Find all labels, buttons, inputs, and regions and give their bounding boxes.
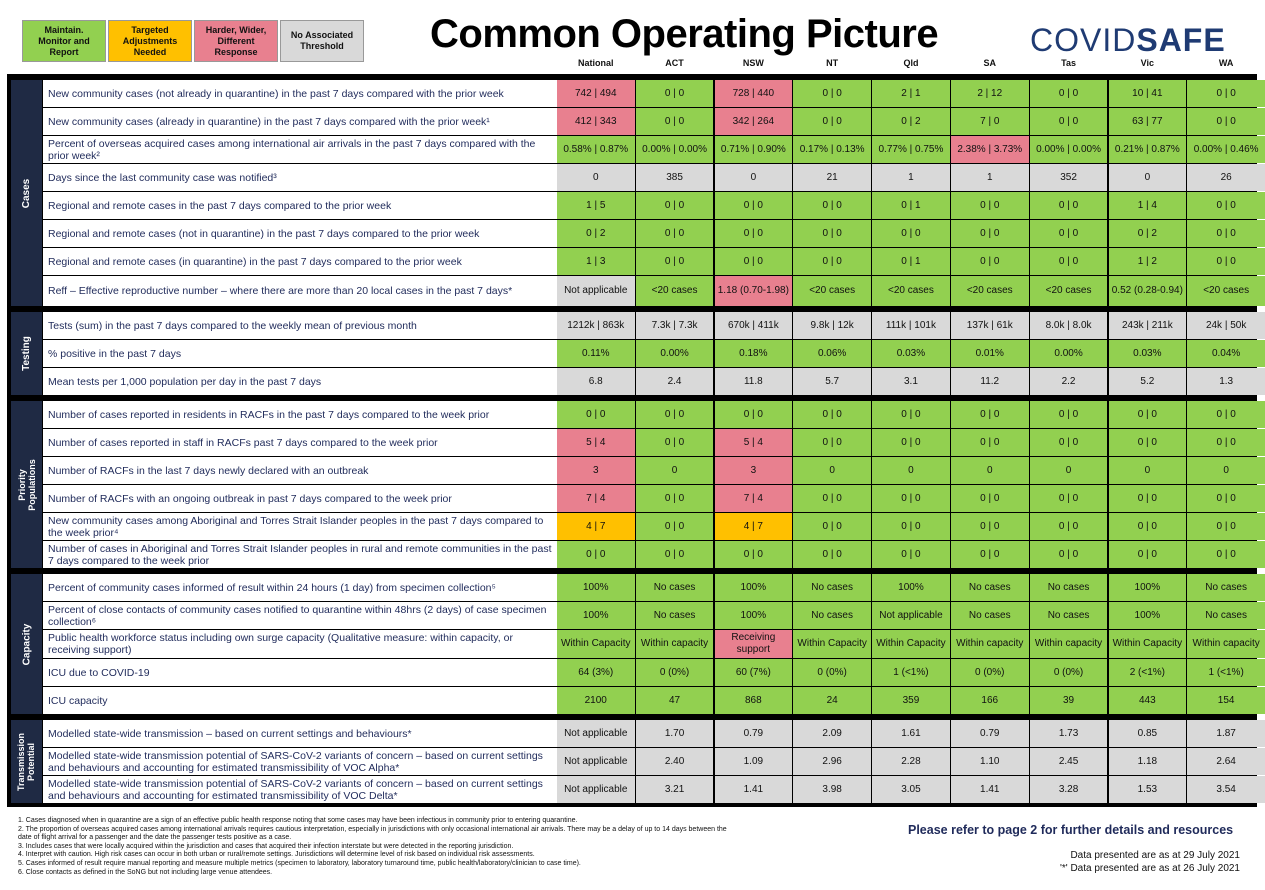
value-cell: 0.04%	[1187, 340, 1265, 367]
value-cell: 0 | 0	[951, 485, 1029, 512]
covidsafe-logo	[1030, 22, 1226, 59]
legend-item: Maintain. Monitor and Report	[22, 20, 106, 62]
value-cell: 670k | 411k	[715, 312, 793, 339]
data-date-2: '*' Data presented are as at 26 July 2021	[1059, 863, 1240, 874]
footnote: 6. Close contacts as defined in the SoNG but not including large venue attendees.	[18, 868, 273, 876]
value-cell: 0 | 0	[793, 485, 871, 512]
row-label: New community cases (already in quarantine) in the past 7 days compared with the prior week¹	[43, 108, 557, 135]
value-cell: No cases	[951, 574, 1029, 601]
value-cell: 2.96	[793, 748, 871, 775]
column-header: Tas	[1061, 58, 1076, 68]
value-cell: 3.1	[872, 368, 950, 395]
value-cell: 0.77% | 0.75%	[872, 136, 950, 163]
value-cell: 0 | 0	[1187, 248, 1265, 275]
value-cell: No cases	[793, 602, 871, 629]
value-cell: 0 | 0	[1109, 541, 1187, 568]
value-cell: 0.00% | 0.46%	[1187, 136, 1265, 163]
value-cell: 6.8	[557, 368, 635, 395]
row-label: ICU due to COVID-19	[43, 659, 557, 686]
value-cell: 0	[1030, 457, 1108, 484]
value-cell: 0.18%	[715, 340, 793, 367]
value-cell: 0 | 0	[872, 541, 950, 568]
value-cell: 1.73	[1030, 720, 1108, 747]
value-cell: 0 | 0	[1030, 401, 1108, 428]
value-cell: 0 | 0	[1187, 541, 1265, 568]
value-cell: 0 | 0	[951, 220, 1029, 247]
value-cell: Within Capacity	[793, 630, 871, 658]
value-cell: 0 | 0	[636, 401, 714, 428]
row-label: Number of cases in Aboriginal and Torres Strait Islander peoples in rural and remote communities in the past 7 days compared to the week prior	[43, 541, 557, 568]
value-cell: 1.3	[1187, 368, 1265, 395]
value-cell: 0.00%	[636, 340, 714, 367]
value-cell: 2 (<1%)	[1109, 659, 1187, 686]
value-cell: 868	[715, 687, 793, 714]
value-cell: 0 | 0	[872, 429, 950, 456]
value-cell: 0 | 0	[636, 192, 714, 219]
value-cell: 0 | 0	[1187, 485, 1265, 512]
value-cell: 1.18 (0.70-1.98)	[715, 276, 793, 306]
value-cell: 2.2	[1030, 368, 1108, 395]
value-cell: 7 | 4	[557, 485, 635, 512]
value-cell: 0	[1109, 457, 1187, 484]
value-cell: Not applicable	[557, 720, 635, 747]
value-cell: 2.64	[1187, 748, 1265, 775]
section-label-text: Capacity	[21, 623, 32, 665]
legend-item: Targeted Adjustments Needed	[108, 20, 192, 62]
value-cell: 4 | 7	[715, 513, 793, 540]
value-cell: 0.06%	[793, 340, 871, 367]
value-cell: 0 | 0	[872, 220, 950, 247]
value-cell: 0 | 0	[951, 513, 1029, 540]
value-cell: 7.3k | 7.3k	[636, 312, 714, 339]
value-cell: 0 | 0	[872, 401, 950, 428]
value-cell: 1.41	[951, 776, 1029, 803]
value-cell: 0 | 0	[636, 541, 714, 568]
value-cell: 0.52 (0.28-0.94)	[1109, 276, 1187, 306]
value-cell: 0.00% | 0.00%	[1030, 136, 1108, 163]
value-cell: 0 | 0	[1187, 108, 1265, 135]
value-cell: 0 | 0	[636, 248, 714, 275]
value-cell: 5 | 4	[557, 429, 635, 456]
value-cell: 0 | 0	[1030, 220, 1108, 247]
value-cell: 0.79	[951, 720, 1029, 747]
value-cell: Not applicable	[872, 602, 950, 629]
column-header: WA	[1218, 58, 1234, 68]
value-cell: 3	[557, 457, 635, 484]
value-cell: 0 | 0	[1109, 429, 1187, 456]
value-cell: 11.2	[951, 368, 1029, 395]
value-cell: 0 | 0	[951, 541, 1029, 568]
value-cell: 0 | 0	[1187, 401, 1265, 428]
row-label: Percent of community cases informed of result within 24 hours (1 day) from specimen collection⁵	[43, 574, 557, 601]
row-label: Modelled state-wide transmission potential of SARS-CoV-2 variants of concern – based on current settings and behaviours and accounting for estimated transmissibility of VOC Delta*	[43, 776, 557, 803]
section-label	[11, 80, 42, 306]
value-cell: 0	[715, 164, 793, 191]
value-cell: 0	[1109, 164, 1187, 191]
value-cell: 7 | 0	[951, 108, 1029, 135]
value-cell: 0 | 0	[715, 220, 793, 247]
value-cell: 2 | 1	[872, 80, 950, 107]
value-cell: 0 | 1	[872, 192, 950, 219]
value-cell: 0 | 0	[1030, 248, 1108, 275]
value-cell: 39	[1030, 687, 1108, 714]
value-cell: Within capacity	[636, 630, 714, 658]
value-cell: 412 | 343	[557, 108, 635, 135]
value-cell: 9.8k | 12k	[793, 312, 871, 339]
data-date-note	[1060, 849, 1240, 875]
data-date-1: Data presented are as at 29 July 2021	[1070, 850, 1240, 861]
value-cell: 2.28	[872, 748, 950, 775]
value-cell: <20 cases	[793, 276, 871, 306]
row-label: Public health workforce status including own surge capacity (Qualitative measure: within capacity, or receiving support)	[43, 630, 557, 658]
value-cell: 1 | 2	[1109, 248, 1187, 275]
row-label: Number of RACFs in the last 7 days newly declared with an outbreak	[43, 457, 557, 484]
footnote: 4. Interpret with caution. High risk cases can occur in both urban or rural/remote settings. Jurisdictions will determine level of risk based on individual risk assessments.	[18, 851, 535, 859]
value-cell: 359	[872, 687, 950, 714]
value-cell: 1.10	[951, 748, 1029, 775]
row-label: Regional and remote cases (not in quarantine) in the past 7 days compared to the prior week	[43, 220, 557, 247]
value-cell: No cases	[1030, 602, 1108, 629]
value-cell: 100%	[715, 602, 793, 629]
value-cell: 3.98	[793, 776, 871, 803]
value-cell: 0	[557, 164, 635, 191]
value-cell: 0 | 0	[1109, 401, 1187, 428]
value-cell: 24k | 50k	[1187, 312, 1265, 339]
value-cell: 0 | 0	[1030, 80, 1108, 107]
value-cell: Not applicable	[557, 776, 635, 803]
value-cell: 5.2	[1109, 368, 1187, 395]
value-cell: 3.05	[872, 776, 950, 803]
value-cell: 0 | 0	[872, 485, 950, 512]
value-cell: 0 | 0	[1109, 513, 1187, 540]
value-cell: 0.71% | 0.90%	[715, 136, 793, 163]
row-label: Percent of overseas acquired cases among international air arrivals in the past 7 days compared with the prior week²	[43, 136, 557, 163]
value-cell: 0 | 0	[951, 429, 1029, 456]
logo-part2: SAFE	[1136, 22, 1226, 58]
value-cell: 0 | 0	[557, 541, 635, 568]
value-cell: 1 (<1%)	[1187, 659, 1265, 686]
value-cell: 100%	[557, 602, 635, 629]
value-cell: 0	[793, 457, 871, 484]
column-header: NT	[826, 58, 839, 68]
value-cell: 1 (<1%)	[872, 659, 950, 686]
value-cell: 100%	[715, 574, 793, 601]
value-cell: No cases	[793, 574, 871, 601]
value-cell: 0 | 0	[557, 401, 635, 428]
data-table	[7, 74, 1260, 807]
value-cell: 0 (0%)	[951, 659, 1029, 686]
value-cell: 100%	[872, 574, 950, 601]
value-cell: No cases	[1187, 574, 1265, 601]
footnote: 3. Includes cases that were locally acquired within the jurisdiction and cases that acquired their infection interstate but were detected in the reporting jurisdiction.	[18, 842, 514, 850]
value-cell: 0 | 0	[636, 220, 714, 247]
value-cell: 1.53	[1109, 776, 1187, 803]
legend-item: No Associated Threshold	[280, 20, 364, 62]
value-cell: 0	[872, 457, 950, 484]
row-label: Mean tests per 1,000 population per day in the past 7 days	[43, 368, 557, 395]
value-cell: 1212k | 863k	[557, 312, 635, 339]
value-cell: 8.0k | 8.0k	[1030, 312, 1108, 339]
value-cell: 0	[951, 457, 1029, 484]
value-cell: No cases	[636, 574, 714, 601]
value-cell: 342 | 264	[715, 108, 793, 135]
value-cell: Not applicable	[557, 748, 635, 775]
value-cell: 5.7	[793, 368, 871, 395]
value-cell: 21	[793, 164, 871, 191]
value-cell: 0 | 0	[1187, 429, 1265, 456]
row-label: Number of cases reported in residents in RACFs in the past 7 days compared to the week prior	[43, 401, 557, 428]
value-cell: 243k | 211k	[1109, 312, 1187, 339]
column-header: ACT	[665, 58, 684, 68]
value-cell: 385	[636, 164, 714, 191]
value-cell: 0 (0%)	[793, 659, 871, 686]
value-cell: 0.79	[715, 720, 793, 747]
value-cell: 100%	[1109, 574, 1187, 601]
value-cell: 0.03%	[1109, 340, 1187, 367]
value-cell: 0.17% | 0.13%	[793, 136, 871, 163]
column-header: Vic	[1140, 58, 1155, 68]
footnote: 5. Cases informed of result require manual reporting and measure multiple metrics (specimen to laboratory, laboratory turnaround time, public health/laboratory/clinician to case time).	[18, 859, 581, 867]
value-cell: No cases	[636, 602, 714, 629]
value-cell: Within Capacity	[872, 630, 950, 658]
value-cell: 0 | 0	[1030, 541, 1108, 568]
value-cell: 100%	[557, 574, 635, 601]
value-cell: 0 | 0	[793, 248, 871, 275]
value-cell: 0 | 0	[1030, 513, 1108, 540]
value-cell: <20 cases	[1030, 276, 1108, 306]
value-cell: 0.21% | 0.87%	[1109, 136, 1187, 163]
value-cell: 1.87	[1187, 720, 1265, 747]
section-label	[11, 312, 42, 395]
row-label: Regional and remote cases in the past 7 days compared to the prior week	[43, 192, 557, 219]
row-label: % positive in the past 7 days	[43, 340, 557, 367]
value-cell: 100%	[1109, 602, 1187, 629]
value-cell: 2.45	[1030, 748, 1108, 775]
value-cell: 0 | 0	[1030, 485, 1108, 512]
value-cell: 0 | 2	[1109, 220, 1187, 247]
value-cell: 11.8	[715, 368, 793, 395]
row-label: Number of cases reported in staff in RACFs past 7 days compared to the week prior	[43, 429, 557, 456]
value-cell: Within Capacity	[1109, 630, 1187, 658]
column-header: National	[577, 58, 614, 68]
value-cell: 0 | 0	[793, 541, 871, 568]
value-cell: 2 | 12	[951, 80, 1029, 107]
section-label-text: Cases	[21, 178, 32, 208]
value-cell: 4 | 7	[557, 513, 635, 540]
column-header: SA	[983, 58, 996, 68]
value-cell: <20 cases	[1187, 276, 1265, 306]
value-cell: 26	[1187, 164, 1265, 191]
value-cell: 0 | 0	[636, 108, 714, 135]
value-cell: 1.18	[1109, 748, 1187, 775]
value-cell: Within capacity	[1187, 630, 1265, 658]
value-cell: 0	[636, 457, 714, 484]
row-label: Reff – Effective reproductive number – where there are more than 20 local cases in the past 7 days*	[43, 276, 557, 306]
value-cell: 166	[951, 687, 1029, 714]
row-label: Modelled state-wide transmission – based on current settings and behaviours*	[43, 720, 557, 747]
row-label: Number of RACFs with an ongoing outbreak in past 7 days compared to the week prior	[43, 485, 557, 512]
value-cell: 0 | 0	[793, 513, 871, 540]
value-cell: 0 | 2	[557, 220, 635, 247]
value-cell: 2100	[557, 687, 635, 714]
value-cell: Within capacity	[951, 630, 1029, 658]
value-cell: 352	[1030, 164, 1108, 191]
row-label: New community cases (not already in quarantine) in the past 7 days compared with the prior week	[43, 80, 557, 107]
value-cell: No cases	[1187, 602, 1265, 629]
column-header: Qld	[903, 58, 919, 68]
value-cell: 0 (0%)	[1030, 659, 1108, 686]
value-cell: 64 (3%)	[557, 659, 635, 686]
value-cell: 1.61	[872, 720, 950, 747]
value-cell: 0 | 0	[715, 248, 793, 275]
value-cell: No cases	[1030, 574, 1108, 601]
value-cell: 137k | 61k	[951, 312, 1029, 339]
column-header: NSW	[742, 58, 764, 68]
value-cell: Receiving support	[715, 630, 793, 658]
value-cell: 0 | 0	[715, 192, 793, 219]
value-cell: 0.00%	[1030, 340, 1108, 367]
value-cell: <20 cases	[872, 276, 950, 306]
value-cell: Not applicable	[557, 276, 635, 306]
value-cell: 0 | 0	[793, 80, 871, 107]
value-cell: 0 | 0	[636, 429, 714, 456]
value-cell: 0 | 0	[872, 513, 950, 540]
value-cell: 2.4	[636, 368, 714, 395]
row-label: Percent of close contacts of community cases notified to quarantine within 48hrs (2 days) of case specimen collection⁶	[43, 602, 557, 629]
value-cell: 0 | 0	[1187, 80, 1265, 107]
section-label	[11, 574, 42, 714]
value-cell: 0 | 0	[793, 429, 871, 456]
value-cell: 7 | 4	[715, 485, 793, 512]
section-label-text: Transmission Potential	[16, 732, 37, 791]
value-cell: 0	[1187, 457, 1265, 484]
value-cell: 24	[793, 687, 871, 714]
row-label: Modelled state-wide transmission potential of SARS-CoV-2 variants of concern – based on current settings and behaviours and accounting for estimated transmissibility of VOC Alpha*	[43, 748, 557, 775]
footnote: 2. The proportion of overseas acquired cases among international arrivals requires cautious interpretation, especially in jurisdictions with only occasional international air arrivals. There may be a delay of up to 14 days between the date of flight arrival for a passenger and the date the passenger tests positive as a case.	[18, 825, 727, 842]
value-cell: 443	[1109, 687, 1187, 714]
value-cell: 0 (0%)	[636, 659, 714, 686]
value-cell: 0 | 0	[1030, 192, 1108, 219]
logo-part1: COVID	[1030, 22, 1137, 58]
value-cell: 1	[872, 164, 950, 191]
section-label	[11, 720, 42, 803]
page-title: Common Operating Picture	[430, 12, 939, 56]
row-label: Days since the last community case was notified³	[43, 164, 557, 191]
value-cell: 111k | 101k	[872, 312, 950, 339]
value-cell: 0 | 0	[793, 108, 871, 135]
value-cell: 0 | 0	[1030, 429, 1108, 456]
value-cell: 0 | 0	[715, 401, 793, 428]
value-cell: 63 | 77	[1109, 108, 1187, 135]
row-label: New community cases among Aboriginal and Torres Strait Islander peoples in the past 7 days compared to the week prior⁴	[43, 513, 557, 540]
value-cell: 1 | 3	[557, 248, 635, 275]
value-cell: Within Capacity	[557, 630, 635, 658]
value-cell: 2.38% | 3.73%	[951, 136, 1029, 163]
value-cell: 0 | 1	[872, 248, 950, 275]
value-cell: 1.41	[715, 776, 793, 803]
row-label: ICU capacity	[43, 687, 557, 714]
value-cell: 0 | 0	[951, 401, 1029, 428]
value-cell: 0 | 0	[636, 80, 714, 107]
value-cell: 0 | 0	[1187, 513, 1265, 540]
legend	[22, 20, 364, 62]
value-cell: 0 | 0	[636, 485, 714, 512]
value-cell: <20 cases	[636, 276, 714, 306]
value-cell: 0.00% | 0.00%	[636, 136, 714, 163]
value-cell: 0 | 0	[793, 192, 871, 219]
value-cell: 0 | 0	[793, 220, 871, 247]
value-cell: 0.85	[1109, 720, 1187, 747]
value-cell: 0 | 0	[1109, 485, 1187, 512]
value-cell: 0.01%	[951, 340, 1029, 367]
row-label: Tests (sum) in the past 7 days compared to the weekly mean of previous month	[43, 312, 557, 339]
value-cell: 1.09	[715, 748, 793, 775]
value-cell: 0.03%	[872, 340, 950, 367]
footnote: 1. Cases diagnosed when in quarantine are a sign of an effective public health response noting that some cases may have been infectious in community prior to entering quarantine.	[18, 817, 578, 824]
value-cell: 1.70	[636, 720, 714, 747]
value-cell: 2.40	[636, 748, 714, 775]
value-cell: 10 | 41	[1109, 80, 1187, 107]
value-cell: 2.09	[793, 720, 871, 747]
value-cell: 742 | 494	[557, 80, 635, 107]
value-cell: 0 | 0	[715, 541, 793, 568]
section-label-text: Priority Populations	[16, 458, 37, 511]
value-cell: 1	[951, 164, 1029, 191]
value-cell: 0 | 0	[951, 248, 1029, 275]
row-label: Regional and remote cases (in quarantine) in the past 7 days compared to the prior week	[43, 248, 557, 275]
value-cell: No cases	[951, 602, 1029, 629]
value-cell: 0 | 0	[1187, 220, 1265, 247]
value-cell: 728 | 440	[715, 80, 793, 107]
legend-item: Harder, Wider, Different Response	[194, 20, 278, 62]
section-label	[11, 401, 42, 568]
value-cell: 0.11%	[557, 340, 635, 367]
value-cell: Within capacity	[1030, 630, 1108, 658]
refer-note: Please refer to page 2 for further details and resources	[908, 823, 1234, 837]
value-cell: <20 cases	[951, 276, 1029, 306]
value-cell: 0 | 0	[636, 513, 714, 540]
footnotes	[18, 817, 738, 877]
value-cell: 5 | 4	[715, 429, 793, 456]
value-cell: 3.21	[636, 776, 714, 803]
value-cell: 0 | 0	[793, 401, 871, 428]
section-label-text: Testing	[21, 336, 33, 371]
value-cell: 154	[1187, 687, 1265, 714]
value-cell: 3.54	[1187, 776, 1265, 803]
value-cell: 60 (7%)	[715, 659, 793, 686]
value-cell: 1 | 4	[1109, 192, 1187, 219]
value-cell: 0 | 0	[951, 192, 1029, 219]
value-cell: 0 | 2	[872, 108, 950, 135]
value-cell: 47	[636, 687, 714, 714]
value-cell: 3.28	[1030, 776, 1108, 803]
value-cell: 0 | 0	[1187, 192, 1265, 219]
value-cell: 3	[715, 457, 793, 484]
value-cell: 0.58% | 0.87%	[557, 136, 635, 163]
value-cell: 0 | 0	[1030, 108, 1108, 135]
value-cell: 1 | 5	[557, 192, 635, 219]
